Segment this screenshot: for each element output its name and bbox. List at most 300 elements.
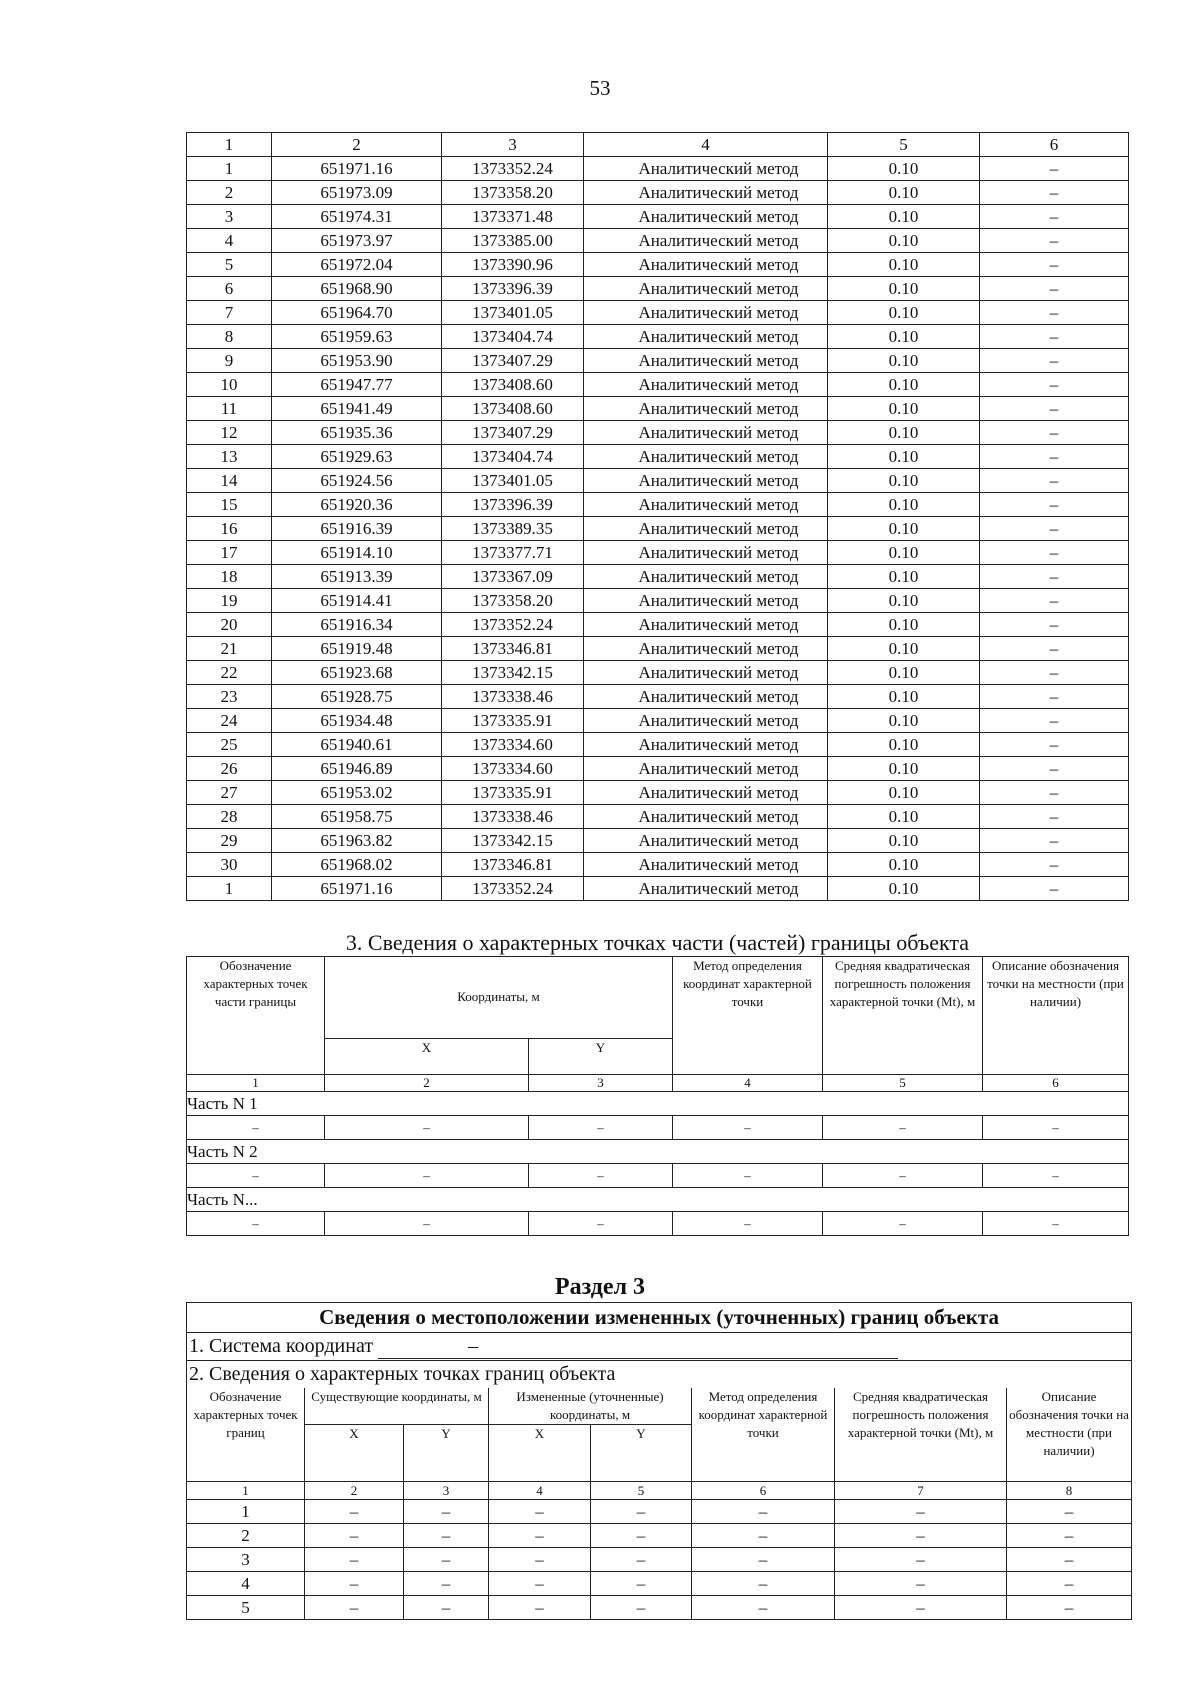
table-cell: 1 [187, 1500, 305, 1524]
table-row [187, 517, 1129, 541]
table-cell: Аналитический метод [584, 373, 828, 397]
razdel3-table [186, 1302, 1132, 1620]
table-cell: – [591, 1596, 692, 1620]
table-cell: 0.10 [828, 829, 980, 853]
table-row [187, 1500, 1132, 1524]
table-cell: 6 [187, 277, 272, 301]
table-cell: – [305, 1548, 404, 1572]
table-cell: – [305, 1500, 404, 1524]
table-cell: – [187, 1212, 325, 1236]
column-number: 5 [591, 1482, 692, 1500]
table-cell: 0.10 [828, 637, 980, 661]
table-cell: Аналитический метод [584, 397, 828, 421]
y-header: Y [591, 1425, 692, 1482]
table-cell: – [591, 1524, 692, 1548]
table-cell: 0.10 [828, 781, 980, 805]
table-cell: 28 [187, 805, 272, 829]
table-cell: Аналитический метод [584, 853, 828, 877]
table-cell: 2 [187, 1524, 305, 1548]
column-number: 3 [442, 133, 584, 157]
column-number: 2 [272, 133, 442, 157]
table-cell: – [980, 469, 1129, 493]
table-cell: 0.10 [828, 181, 980, 205]
table-row [187, 373, 1129, 397]
table-cell: – [983, 1116, 1129, 1140]
table-cell: 0.10 [828, 349, 980, 373]
column-number: 5 [823, 1075, 983, 1092]
table-cell: 651963.82 [272, 829, 442, 853]
column-number: 4 [489, 1482, 591, 1500]
table-cell: 1373385.00 [442, 229, 584, 253]
table-cell: – [1007, 1596, 1132, 1620]
table-cell: Аналитический метод [584, 709, 828, 733]
table-cell: 1373404.74 [442, 445, 584, 469]
table-cell: – [1007, 1524, 1132, 1548]
column-number: 1 [187, 133, 272, 157]
existing-coords-header: Существующие координаты, м [305, 1388, 489, 1425]
table-cell: – [980, 421, 1129, 445]
column-number: 2 [305, 1482, 404, 1500]
coord-system-label: 1. Система координат [189, 1334, 374, 1357]
table-cell: 1373335.91 [442, 709, 584, 733]
table-cell: 651916.34 [272, 613, 442, 637]
table-cell: – [529, 1164, 673, 1188]
table-cell: 0.10 [828, 565, 980, 589]
table-cell: – [305, 1524, 404, 1548]
table-cell: 4 [187, 229, 272, 253]
table-cell: – [591, 1572, 692, 1596]
method-header: Метод определения координат характерной точки [673, 957, 823, 1075]
table-cell: – [980, 181, 1129, 205]
y-header: Y [404, 1425, 489, 1482]
table-cell: – [980, 373, 1129, 397]
table-row [187, 589, 1129, 613]
table-cell: Аналитический метод [584, 325, 828, 349]
table-cell: – [305, 1596, 404, 1620]
table-row [187, 805, 1129, 829]
table-cell: 1373334.60 [442, 733, 584, 757]
table-cell: 1373401.05 [442, 469, 584, 493]
table-cell: 651968.02 [272, 853, 442, 877]
part-label: Часть N... [187, 1188, 1129, 1212]
table-cell: – [529, 1116, 673, 1140]
table-row [187, 229, 1129, 253]
table-cell: Аналитический метод [584, 421, 828, 445]
table-cell: 1373401.05 [442, 301, 584, 325]
table-cell: – [980, 709, 1129, 733]
table-cell: – [980, 277, 1129, 301]
column-number: 5 [828, 133, 980, 157]
table-cell: – [404, 1500, 489, 1524]
coord-system-line [187, 1333, 1132, 1361]
table-cell: 9 [187, 349, 272, 373]
table-row [187, 445, 1129, 469]
table-cell: 1373338.46 [442, 685, 584, 709]
table-cell: Аналитический метод [584, 445, 828, 469]
table-row [187, 1524, 1132, 1548]
table-row [187, 157, 1129, 181]
table-cell: – [692, 1548, 835, 1572]
table-row [187, 349, 1129, 373]
column-number-row [187, 133, 1129, 157]
table-cell: – [980, 661, 1129, 685]
table-cell: 651914.41 [272, 589, 442, 613]
table-row [187, 541, 1129, 565]
table-cell: – [1007, 1500, 1132, 1524]
table-cell: Аналитический метод [584, 565, 828, 589]
table-cell: 1373346.81 [442, 853, 584, 877]
section3-parts-table [186, 929, 1129, 1236]
table-cell: – [980, 853, 1129, 877]
table-cell: 1373358.20 [442, 181, 584, 205]
table-cell: – [980, 781, 1129, 805]
table-cell: 26 [187, 757, 272, 781]
table-cell: 0.10 [828, 445, 980, 469]
table-cell: 651971.16 [272, 877, 442, 901]
table-cell: Аналитический метод [584, 229, 828, 253]
table-cell: 1373389.35 [442, 517, 584, 541]
table-row [187, 829, 1129, 853]
table-cell: – [835, 1572, 1007, 1596]
table-cell: – [835, 1548, 1007, 1572]
designation-header: Обозначение характерных точек границ [187, 1388, 305, 1482]
table-cell: – [835, 1596, 1007, 1620]
table-cell: 651934.48 [272, 709, 442, 733]
coord-system-value: – [378, 1335, 898, 1359]
table-cell: Аналитический метод [584, 205, 828, 229]
x-header: X [489, 1425, 591, 1482]
table-cell: 1373334.60 [442, 757, 584, 781]
table-cell: 651958.75 [272, 805, 442, 829]
table-cell: – [980, 493, 1129, 517]
table-cell: 0.10 [828, 301, 980, 325]
table-cell: 10 [187, 373, 272, 397]
table-cell: 19 [187, 589, 272, 613]
table-row [187, 709, 1129, 733]
table-cell: – [980, 157, 1129, 181]
table-cell: 1373408.60 [442, 397, 584, 421]
table-cell: 1373342.15 [442, 829, 584, 853]
table-cell: 5 [187, 253, 272, 277]
table-cell: – [980, 613, 1129, 637]
table-cell: 24 [187, 709, 272, 733]
error-header: Средняя квадратическая погрешность положения характерной точки (Mt), м [823, 957, 983, 1075]
table-cell: 0.10 [828, 373, 980, 397]
table-row [187, 325, 1129, 349]
table-cell: Аналитический метод [584, 493, 828, 517]
table-cell: 651941.49 [272, 397, 442, 421]
changed-coords-header: Измененные (уточненные) координаты, м [489, 1388, 692, 1425]
table-cell: – [404, 1524, 489, 1548]
table-cell: – [591, 1500, 692, 1524]
table-cell: 0.10 [828, 757, 980, 781]
table-cell: 0.10 [828, 589, 980, 613]
table-cell: Аналитический метод [584, 469, 828, 493]
table-cell: Аналитический метод [584, 757, 828, 781]
table-row [187, 613, 1129, 637]
column-number: 6 [983, 1075, 1129, 1092]
table-cell: 1373352.24 [442, 613, 584, 637]
table-cell: 1 [187, 157, 272, 181]
y-header: Y [529, 1038, 673, 1074]
table-cell: 651914.10 [272, 541, 442, 565]
table-cell: 651920.36 [272, 493, 442, 517]
table-row [187, 637, 1129, 661]
table-cell: – [325, 1164, 529, 1188]
table-row [187, 685, 1129, 709]
table-cell: – [489, 1500, 591, 1524]
table-cell: 651928.75 [272, 685, 442, 709]
table-row [187, 781, 1129, 805]
table-cell: 651972.04 [272, 253, 442, 277]
designation-header: Обозначение характерных точек части границы [187, 957, 325, 1075]
table-cell: 0.10 [828, 517, 980, 541]
razdel3-title: Сведения о местоположении измененных (уточненных) границ объекта [187, 1303, 1132, 1333]
table-row [187, 205, 1129, 229]
table-cell: Аналитический метод [584, 301, 828, 325]
table-cell: – [983, 1164, 1129, 1188]
table-cell: 651935.36 [272, 421, 442, 445]
table-cell: 651913.39 [272, 565, 442, 589]
table-cell: 651953.90 [272, 349, 442, 373]
table-cell: – [673, 1116, 823, 1140]
table-cell: 8 [187, 325, 272, 349]
table-cell: – [980, 445, 1129, 469]
error-header: Средняя квадратическая погрешность положения характерной точки (Mt), м [835, 1388, 1007, 1482]
table-cell: 11 [187, 397, 272, 421]
table-cell: – [980, 325, 1129, 349]
table-cell: – [692, 1596, 835, 1620]
table-cell: 1373390.96 [442, 253, 584, 277]
table-cell: 13 [187, 445, 272, 469]
method-header: Метод определения координат характерной точки [692, 1388, 835, 1482]
table-cell: – [325, 1212, 529, 1236]
table-cell: 1 [187, 877, 272, 901]
table-cell: – [980, 301, 1129, 325]
table-cell: 1373352.24 [442, 877, 584, 901]
table-cell: 0.10 [828, 877, 980, 901]
table-cell: 0.10 [828, 421, 980, 445]
table-cell: Аналитический метод [584, 181, 828, 205]
column-number: 4 [673, 1075, 823, 1092]
table-cell: – [980, 877, 1129, 901]
table-row [187, 421, 1129, 445]
table-row [187, 1596, 1132, 1620]
table-cell: – [1007, 1572, 1132, 1596]
table-cell: 4 [187, 1572, 305, 1596]
table-cell: 651953.02 [272, 781, 442, 805]
table-cell: – [692, 1572, 835, 1596]
table-cell: – [673, 1212, 823, 1236]
table-cell: – [692, 1524, 835, 1548]
table-row [187, 853, 1129, 877]
description-header: Описание обозначения точки на местности (при наличии) [983, 957, 1129, 1075]
description-header: Описание обозначения точки на местности (при наличии) [1007, 1388, 1132, 1482]
table-cell: – [489, 1548, 591, 1572]
table-cell: 21 [187, 637, 272, 661]
table-cell: 0.10 [828, 157, 980, 181]
table-cell: – [980, 517, 1129, 541]
table-row [187, 493, 1129, 517]
x-header: X [305, 1425, 404, 1482]
table-cell: – [489, 1572, 591, 1596]
table-cell: – [980, 541, 1129, 565]
table-cell: 20 [187, 613, 272, 637]
table-cell: Аналитический метод [584, 829, 828, 853]
points-title: 2. Сведения о характерных точках границ объекта [187, 1361, 1132, 1389]
table-cell: 651923.68 [272, 661, 442, 685]
table-row [187, 253, 1129, 277]
table-cell: 1373342.15 [442, 661, 584, 685]
column-number: 2 [325, 1075, 529, 1092]
table-cell: – [980, 349, 1129, 373]
table-cell: – [980, 637, 1129, 661]
table-cell: Аналитический метод [584, 349, 828, 373]
table-cell: Аналитический метод [584, 517, 828, 541]
table-row [187, 757, 1129, 781]
table-cell: – [187, 1164, 325, 1188]
table-cell: – [835, 1524, 1007, 1548]
column-number: 8 [1007, 1482, 1132, 1500]
table-cell: – [305, 1572, 404, 1596]
table-cell: 651973.09 [272, 181, 442, 205]
table-cell: – [980, 565, 1129, 589]
table-row [187, 301, 1129, 325]
table-cell: 3 [187, 1548, 305, 1572]
part-label: Часть N 1 [187, 1092, 1129, 1116]
table-cell: – [980, 757, 1129, 781]
table-cell: 0.10 [828, 469, 980, 493]
table-cell: 0.10 [828, 661, 980, 685]
table-cell: 651974.31 [272, 205, 442, 229]
table-cell: – [187, 1116, 325, 1140]
table-cell: 651971.16 [272, 157, 442, 181]
table-cell: 0.10 [828, 397, 980, 421]
table-cell: 651968.90 [272, 277, 442, 301]
table-cell: – [980, 685, 1129, 709]
table-cell: – [980, 253, 1129, 277]
table-cell: 0.10 [828, 253, 980, 277]
table-cell: – [980, 229, 1129, 253]
table-cell: – [404, 1572, 489, 1596]
table-cell: 1373377.71 [442, 541, 584, 565]
table-cell: 651929.63 [272, 445, 442, 469]
table-cell: 16 [187, 517, 272, 541]
table-cell: – [980, 205, 1129, 229]
table-cell: Аналитический метод [584, 805, 828, 829]
coords-header: Координаты, м [325, 957, 673, 1039]
table-row [187, 1548, 1132, 1572]
table-cell: 2 [187, 181, 272, 205]
table-cell: – [980, 805, 1129, 829]
table-cell: 0.10 [828, 685, 980, 709]
column-number: 6 [980, 133, 1129, 157]
table-cell: Аналитический метод [584, 661, 828, 685]
table-cell: – [404, 1548, 489, 1572]
column-number: 3 [529, 1075, 673, 1092]
table-cell: 14 [187, 469, 272, 493]
table-cell: Аналитический метод [584, 781, 828, 805]
table-cell: Аналитический метод [584, 157, 828, 181]
table-cell: 3 [187, 205, 272, 229]
column-number: 1 [187, 1075, 325, 1092]
table-cell: 1373346.81 [442, 637, 584, 661]
column-number: 6 [692, 1482, 835, 1500]
table-cell: Аналитический метод [584, 637, 828, 661]
table-cell: – [980, 589, 1129, 613]
table-cell: 0.10 [828, 205, 980, 229]
table-cell: Аналитический метод [584, 613, 828, 637]
x-header: X [325, 1038, 529, 1074]
table-cell: 651947.77 [272, 373, 442, 397]
table-cell: 30 [187, 853, 272, 877]
column-number: 1 [187, 1482, 305, 1500]
coordinates-table [186, 132, 1129, 901]
table-cell: 15 [187, 493, 272, 517]
table-cell: Аналитический метод [584, 253, 828, 277]
table-cell: 0.10 [828, 493, 980, 517]
table-cell: – [823, 1212, 983, 1236]
table-row [187, 1572, 1132, 1596]
table-cell: 0.10 [828, 229, 980, 253]
table-cell: 1373335.91 [442, 781, 584, 805]
table-cell: – [980, 829, 1129, 853]
table-cell: 22 [187, 661, 272, 685]
table-cell: 1373396.39 [442, 493, 584, 517]
table-cell: – [835, 1500, 1007, 1524]
table-cell: – [823, 1164, 983, 1188]
table-cell: – [980, 733, 1129, 757]
table-cell: Аналитический метод [584, 685, 828, 709]
table-cell: 1373407.29 [442, 349, 584, 373]
table-cell: 1373358.20 [442, 589, 584, 613]
table-cell: 1373408.60 [442, 373, 584, 397]
part-label: Часть N 2 [187, 1140, 1129, 1164]
column-number: 7 [835, 1482, 1007, 1500]
table-cell: 1373407.29 [442, 421, 584, 445]
table-cell: 0.10 [828, 733, 980, 757]
table-cell: 1373404.74 [442, 325, 584, 349]
table-cell: 25 [187, 733, 272, 757]
table-cell: 23 [187, 685, 272, 709]
table-cell: 0.10 [828, 325, 980, 349]
section3-title: 3. Сведения о характерных точках части (частей) границы объекта [187, 929, 1129, 957]
table-cell: 651946.89 [272, 757, 442, 781]
table-cell: – [673, 1164, 823, 1188]
table-cell: Аналитический метод [584, 733, 828, 757]
table-row [187, 877, 1129, 901]
table-row [187, 565, 1129, 589]
table-cell: 0.10 [828, 805, 980, 829]
table-cell: – [529, 1212, 673, 1236]
table-cell: 17 [187, 541, 272, 565]
table-cell: 0.10 [828, 613, 980, 637]
column-number: 3 [404, 1482, 489, 1500]
table-cell: – [404, 1596, 489, 1620]
table-row [187, 397, 1129, 421]
table-cell: Аналитический метод [584, 877, 828, 901]
table-cell: – [823, 1116, 983, 1140]
table-cell: 0.10 [828, 541, 980, 565]
table-cell: – [591, 1548, 692, 1572]
table-cell: 651919.48 [272, 637, 442, 661]
column-number: 4 [584, 133, 828, 157]
table-cell: – [489, 1524, 591, 1548]
table-cell: 651964.70 [272, 301, 442, 325]
razdel3-heading: Раздел 3 [554, 1274, 646, 1300]
table-cell: 7 [187, 301, 272, 325]
table-cell: Аналитический метод [584, 589, 828, 613]
